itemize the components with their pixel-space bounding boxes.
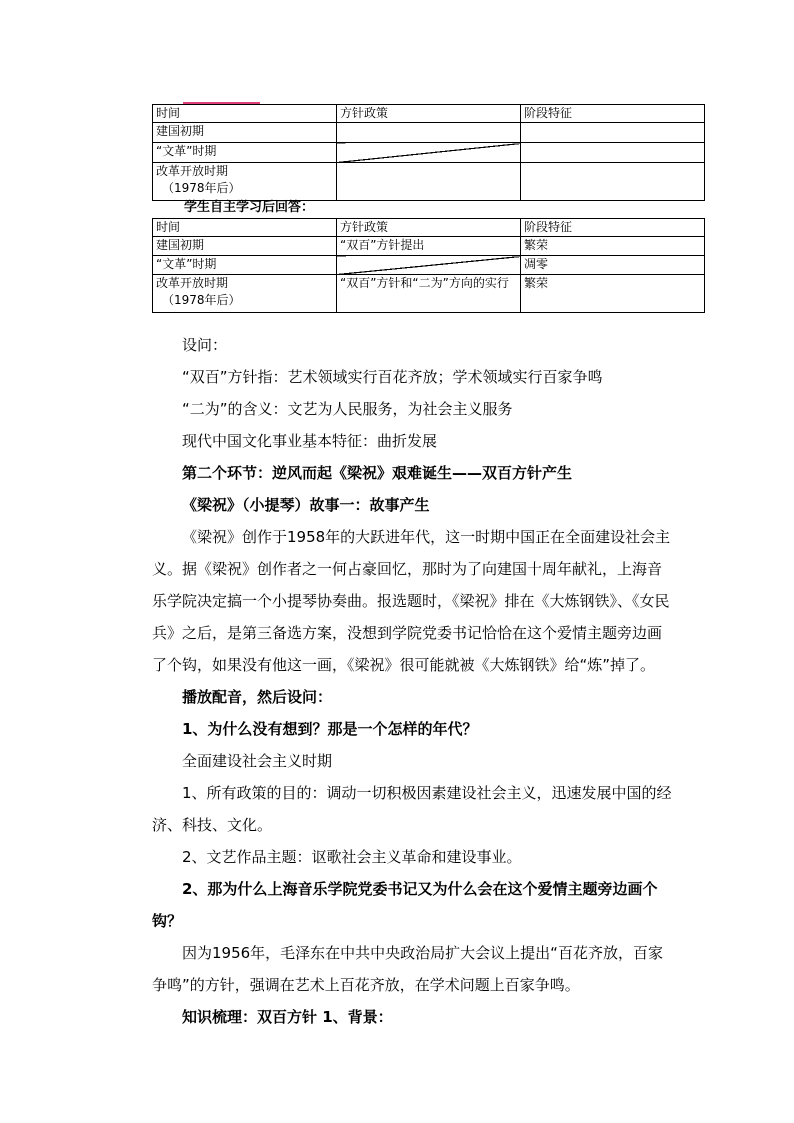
body-text — [152, 329, 674, 1033]
table-row — [153, 237, 705, 256]
cell-feature — [521, 123, 705, 143]
table-row — [153, 163, 705, 201]
cell-period — [153, 275, 337, 313]
cell-policy-slashed — [337, 256, 521, 275]
paragraph-erwei-definition: “二为”的含义：文艺为人民服务，为社会主义服务 — [182, 400, 513, 418]
table-row — [153, 256, 705, 275]
cell-period: “文革”时期 — [153, 143, 337, 163]
cell-period-name: 改革开放时期 — [156, 276, 229, 290]
story-heading: 《梁祝》（小提琴）故事一：故事产生 — [182, 496, 430, 514]
answer-point-1: 1、所有政策的目的：调动一切积极因素建设社会主义，迅速发展中国的经济、科技、文化。 — [152, 784, 672, 834]
cell-period-note: （1978年后） — [162, 181, 241, 195]
policy-table-blank — [152, 104, 705, 201]
cell-period: 建国初期 — [153, 123, 337, 143]
paragraph-basic-feature: 现代中国文化事业基本特征：曲折发展 — [182, 432, 438, 450]
header-cell-feature: 阶段特征 — [521, 105, 705, 123]
table-row — [153, 123, 705, 143]
header-cell-time: 时间 — [153, 219, 337, 237]
cell-period — [153, 163, 337, 201]
header-cell-policy: 方针政策 — [337, 105, 521, 123]
answer-period: 全面建设社会主义时期 — [182, 752, 333, 770]
cell-feature — [521, 143, 705, 163]
cell-policy: “双百”方针提出 — [337, 237, 521, 256]
section-heading: 第二个环节：逆风而起《梁祝》艰难诞生——双百方针产生 — [182, 464, 573, 482]
header-cell-time: 时间 — [153, 105, 337, 123]
cell-policy: “双百”方针和“二为”方向的实行 — [337, 275, 521, 313]
question-2: 2、那为什么上海音乐学院党委书记又为什么会在这个爱情主题旁边画个钩？ — [152, 880, 658, 930]
cell-period: “文革”时期 — [153, 256, 337, 275]
paragraph-question-intro: 设问： — [182, 336, 228, 354]
header-cell-feature: 阶段特征 — [521, 219, 705, 237]
cell-policy — [337, 123, 521, 143]
paragraph-shuangbai-definition: “双百”方针指：艺术领域实行百花齐放；学术领域实行百家争鸣 — [182, 368, 603, 386]
table-row — [153, 275, 705, 313]
cell-period-note: （1978年后） — [162, 293, 241, 307]
cell-policy — [337, 163, 521, 201]
header-cell-policy: 方针政策 — [337, 219, 521, 237]
answer-reason: 因为1956年，毛泽东在中共中央政治局扩大会议上提出“百花齐放，百家争鸣”的方针，强调在艺术上百花齐放，在学术问题上百家争鸣。 — [152, 944, 663, 994]
policy-table-answer — [152, 218, 705, 313]
cell-feature: 繁荣 — [521, 275, 705, 313]
cell-feature: 繁荣 — [521, 237, 705, 256]
answer-point-2: 2、文艺作品主题：讴歌社会主义革命和建设事业。 — [182, 848, 522, 866]
question-1: 1、为什么没有想到？那是一个怎样的年代？ — [182, 720, 478, 738]
table-header-row — [153, 105, 705, 123]
knowledge-summary: 知识梳理：双百方针 1、背景： — [182, 1008, 393, 1026]
table-row — [153, 143, 705, 163]
cell-period-name: 改革开放时期 — [156, 164, 229, 178]
table2-heading: 学生自主学习后回答： — [184, 200, 315, 215]
paragraph-story: 《梁祝》创作于1958年的大跃进年代，这一时期中国正在全面建设社会主义。据《梁祝》创作者之一何占豪回忆，那时为了向建国十周年献礼，上海音乐学院决定搞一个小提琴协奏曲。报选题时，《梁祝》排在《大炼钢铁》、《女民兵》之后，是第三备选方案，没想到学院党委书记恰恰在这个爱情主题旁边画了个钩，如果没有他这一画，《梁祝》很可能就被《大炼钢铁》给“炼”掉了。 — [152, 528, 671, 674]
cell-policy-slashed — [337, 143, 521, 163]
cell-period: 建国初期 — [153, 237, 337, 256]
table-header-row — [153, 219, 705, 237]
paragraph-prompt: 播放配音，然后设问： — [182, 688, 333, 706]
cell-feature: 凋零 — [521, 256, 705, 275]
cell-feature — [521, 163, 705, 201]
